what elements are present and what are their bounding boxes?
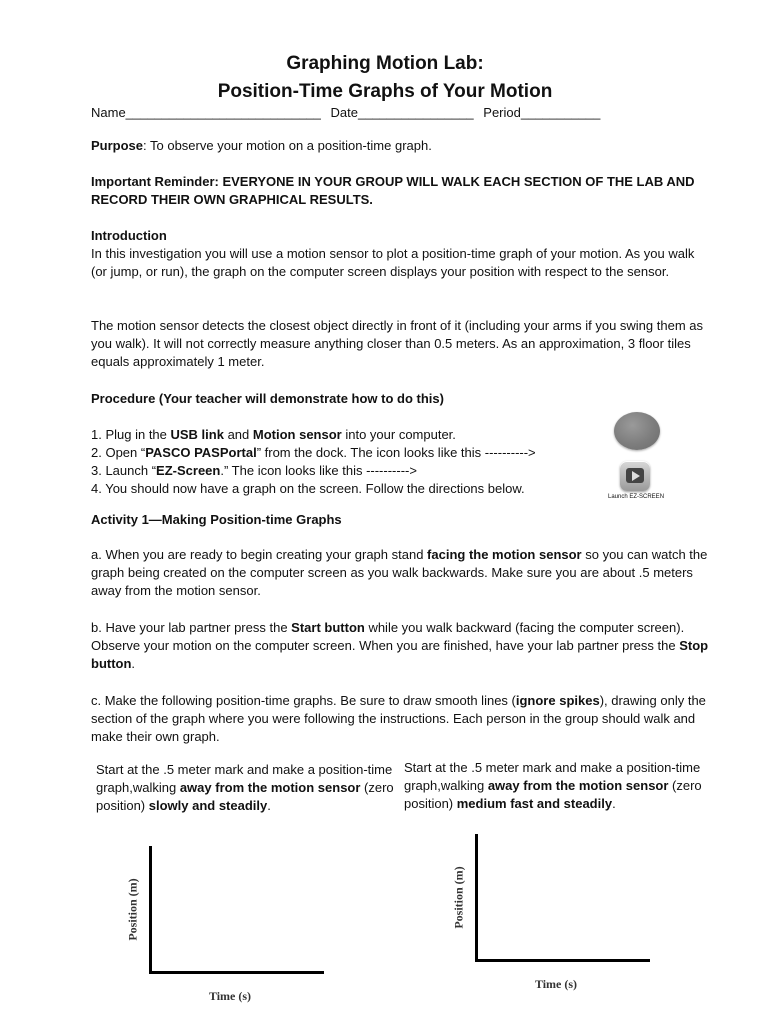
step-b-start-button: Start button	[291, 620, 365, 635]
period-field: Period___________	[483, 105, 601, 120]
ez-screen-tile	[620, 461, 650, 491]
graph1-x-axis	[149, 971, 324, 974]
graph1-y-axis	[149, 846, 152, 974]
step1-text-a: 1. Plug in the	[91, 427, 171, 442]
introduction-heading: Introduction	[91, 228, 167, 243]
graph2-bold-2: medium fast and steadily	[456, 796, 613, 811]
step1-text-e: into your computer.	[341, 427, 456, 442]
graph1-y-label: Position (m)	[125, 878, 140, 941]
procedure-step-1	[91, 426, 456, 444]
graph2-x-label: Time (s)	[534, 977, 578, 991]
step-b-text-3: .	[131, 656, 136, 671]
activity-step-c	[91, 692, 711, 746]
graph2-y-label: Position (m)	[451, 866, 466, 929]
step-a-text-1: a. When you are ready to begin creating your graph stand	[91, 547, 428, 562]
step-c-text-2: ), drawing only the section of the graph where you were following the instructions. Each person in the group should walk and make their own graph.	[91, 693, 706, 744]
graph1-text-1: Start at the .5 meter mark and make a position-time graph,walking	[96, 762, 393, 795]
step-c-text-1: c. Make the following position-time graphs. Be sure to draw smooth lines (	[91, 693, 516, 708]
purpose-line	[91, 137, 432, 155]
step3-text-c: .” The icon looks like this ---------->	[220, 463, 417, 478]
reminder-line-1: Important Reminder: EVERYONE IN YOUR GROUP WILL WALK EACH SECTION OF THE LAB AND	[91, 174, 695, 189]
step2-text-a: 2. Open “	[91, 445, 146, 460]
step-b-text-2: while you walk backward (facing the computer screen). Observe your motion on the computer screen. When you are finished, have your lab partner press the	[91, 620, 685, 653]
pasportal-icon	[614, 412, 660, 450]
ez-screen-icon	[608, 461, 664, 503]
step-b-text-1: b. Have your lab partner press the	[91, 620, 292, 635]
graph2-text-2: (zero position)	[404, 778, 702, 811]
reminder-line-2: RECORD THEIR OWN GRAPHICAL RESULTS.	[91, 192, 373, 207]
step3-ez-screen: EZ-Screen	[156, 463, 221, 478]
step-c-ignore-spikes: ignore spikes	[515, 693, 600, 708]
activity-step-b	[91, 619, 711, 673]
graph-1-instructions	[96, 761, 408, 815]
graph1-bold-2: slowly and steadily	[148, 798, 268, 813]
purpose-label: Purpose	[91, 138, 144, 153]
step2-pasportal: PASCO PASPortal	[145, 445, 257, 460]
procedure-step-2	[91, 444, 536, 462]
name-field: Name___________________________	[91, 105, 321, 120]
graph2-bold-1: away from the motion sensor	[487, 778, 669, 793]
procedure-step-4: 4. You should now have a graph on the screen. Follow the directions below.	[91, 481, 525, 496]
introduction-paragraph-1: In this investigation you will use a motion sensor to plot a position-time graph of your motion. As you walk (or jump, or run), the graph on the computer screen displays your position with respect to the sensor.	[91, 246, 695, 279]
blank-graph-2	[436, 826, 666, 1001]
graph2-text-3: .	[612, 796, 616, 811]
graph2-x-axis	[475, 959, 650, 962]
graph2-text-1: Start at the .5 meter mark and make a position-time graph,walking	[404, 760, 701, 793]
activity-step-a	[91, 546, 711, 600]
procedure-step-3	[91, 462, 417, 480]
play-icon	[626, 468, 644, 483]
header-fields	[91, 104, 600, 122]
procedure-heading: Procedure (Your teacher will demonstrate how to do this)	[91, 391, 444, 406]
activity-heading: Activity 1—Making Position-time Graphs	[91, 512, 342, 527]
title-line-1: Graphing Motion Lab:	[286, 53, 484, 74]
graph1-bold-1: away from the motion sensor	[179, 780, 361, 795]
step1-text-c: and	[223, 427, 253, 442]
step-a-bold-1: facing the motion sensor	[427, 547, 582, 562]
step1-usb-link: USB link	[170, 427, 224, 442]
graph-2-instructions	[404, 759, 716, 813]
step1-motion-sensor: Motion sensor	[252, 427, 342, 442]
ez-screen-caption: Launch EZ-SCREEN	[608, 494, 665, 500]
purpose-text: : To observe your motion on a position-time graph.	[143, 138, 432, 153]
graph1-x-label: Time (s)	[208, 989, 252, 1003]
step3-text-a: 3. Launch “	[91, 463, 157, 478]
graph1-text-2: (zero position)	[96, 780, 394, 813]
title-line-2: Position-Time Graphs of Your Motion	[217, 81, 553, 102]
graph2-y-axis	[475, 834, 478, 962]
step2-text-c: ” from the dock. The icon looks like this ---------->	[256, 445, 536, 460]
date-field: Date________________	[330, 105, 474, 120]
step-a-text-2: so you can watch the graph being created on the computer screen as you walk backwards. Make sure you are about .5 meters away from the motion sensor.	[91, 547, 708, 598]
step-b-stop-button: Stop button	[91, 638, 709, 671]
introduction-paragraph-2: The motion sensor detects the closest object directly in front of it (including your arms if you swing them as you walk). It will not correctly measure anything closer than 0.5 meters. As an approximation, 3 floor tiles equals approximately 1 meter.	[91, 318, 703, 369]
graph1-text-3: .	[267, 798, 271, 813]
blank-graph-1	[110, 838, 340, 1013]
